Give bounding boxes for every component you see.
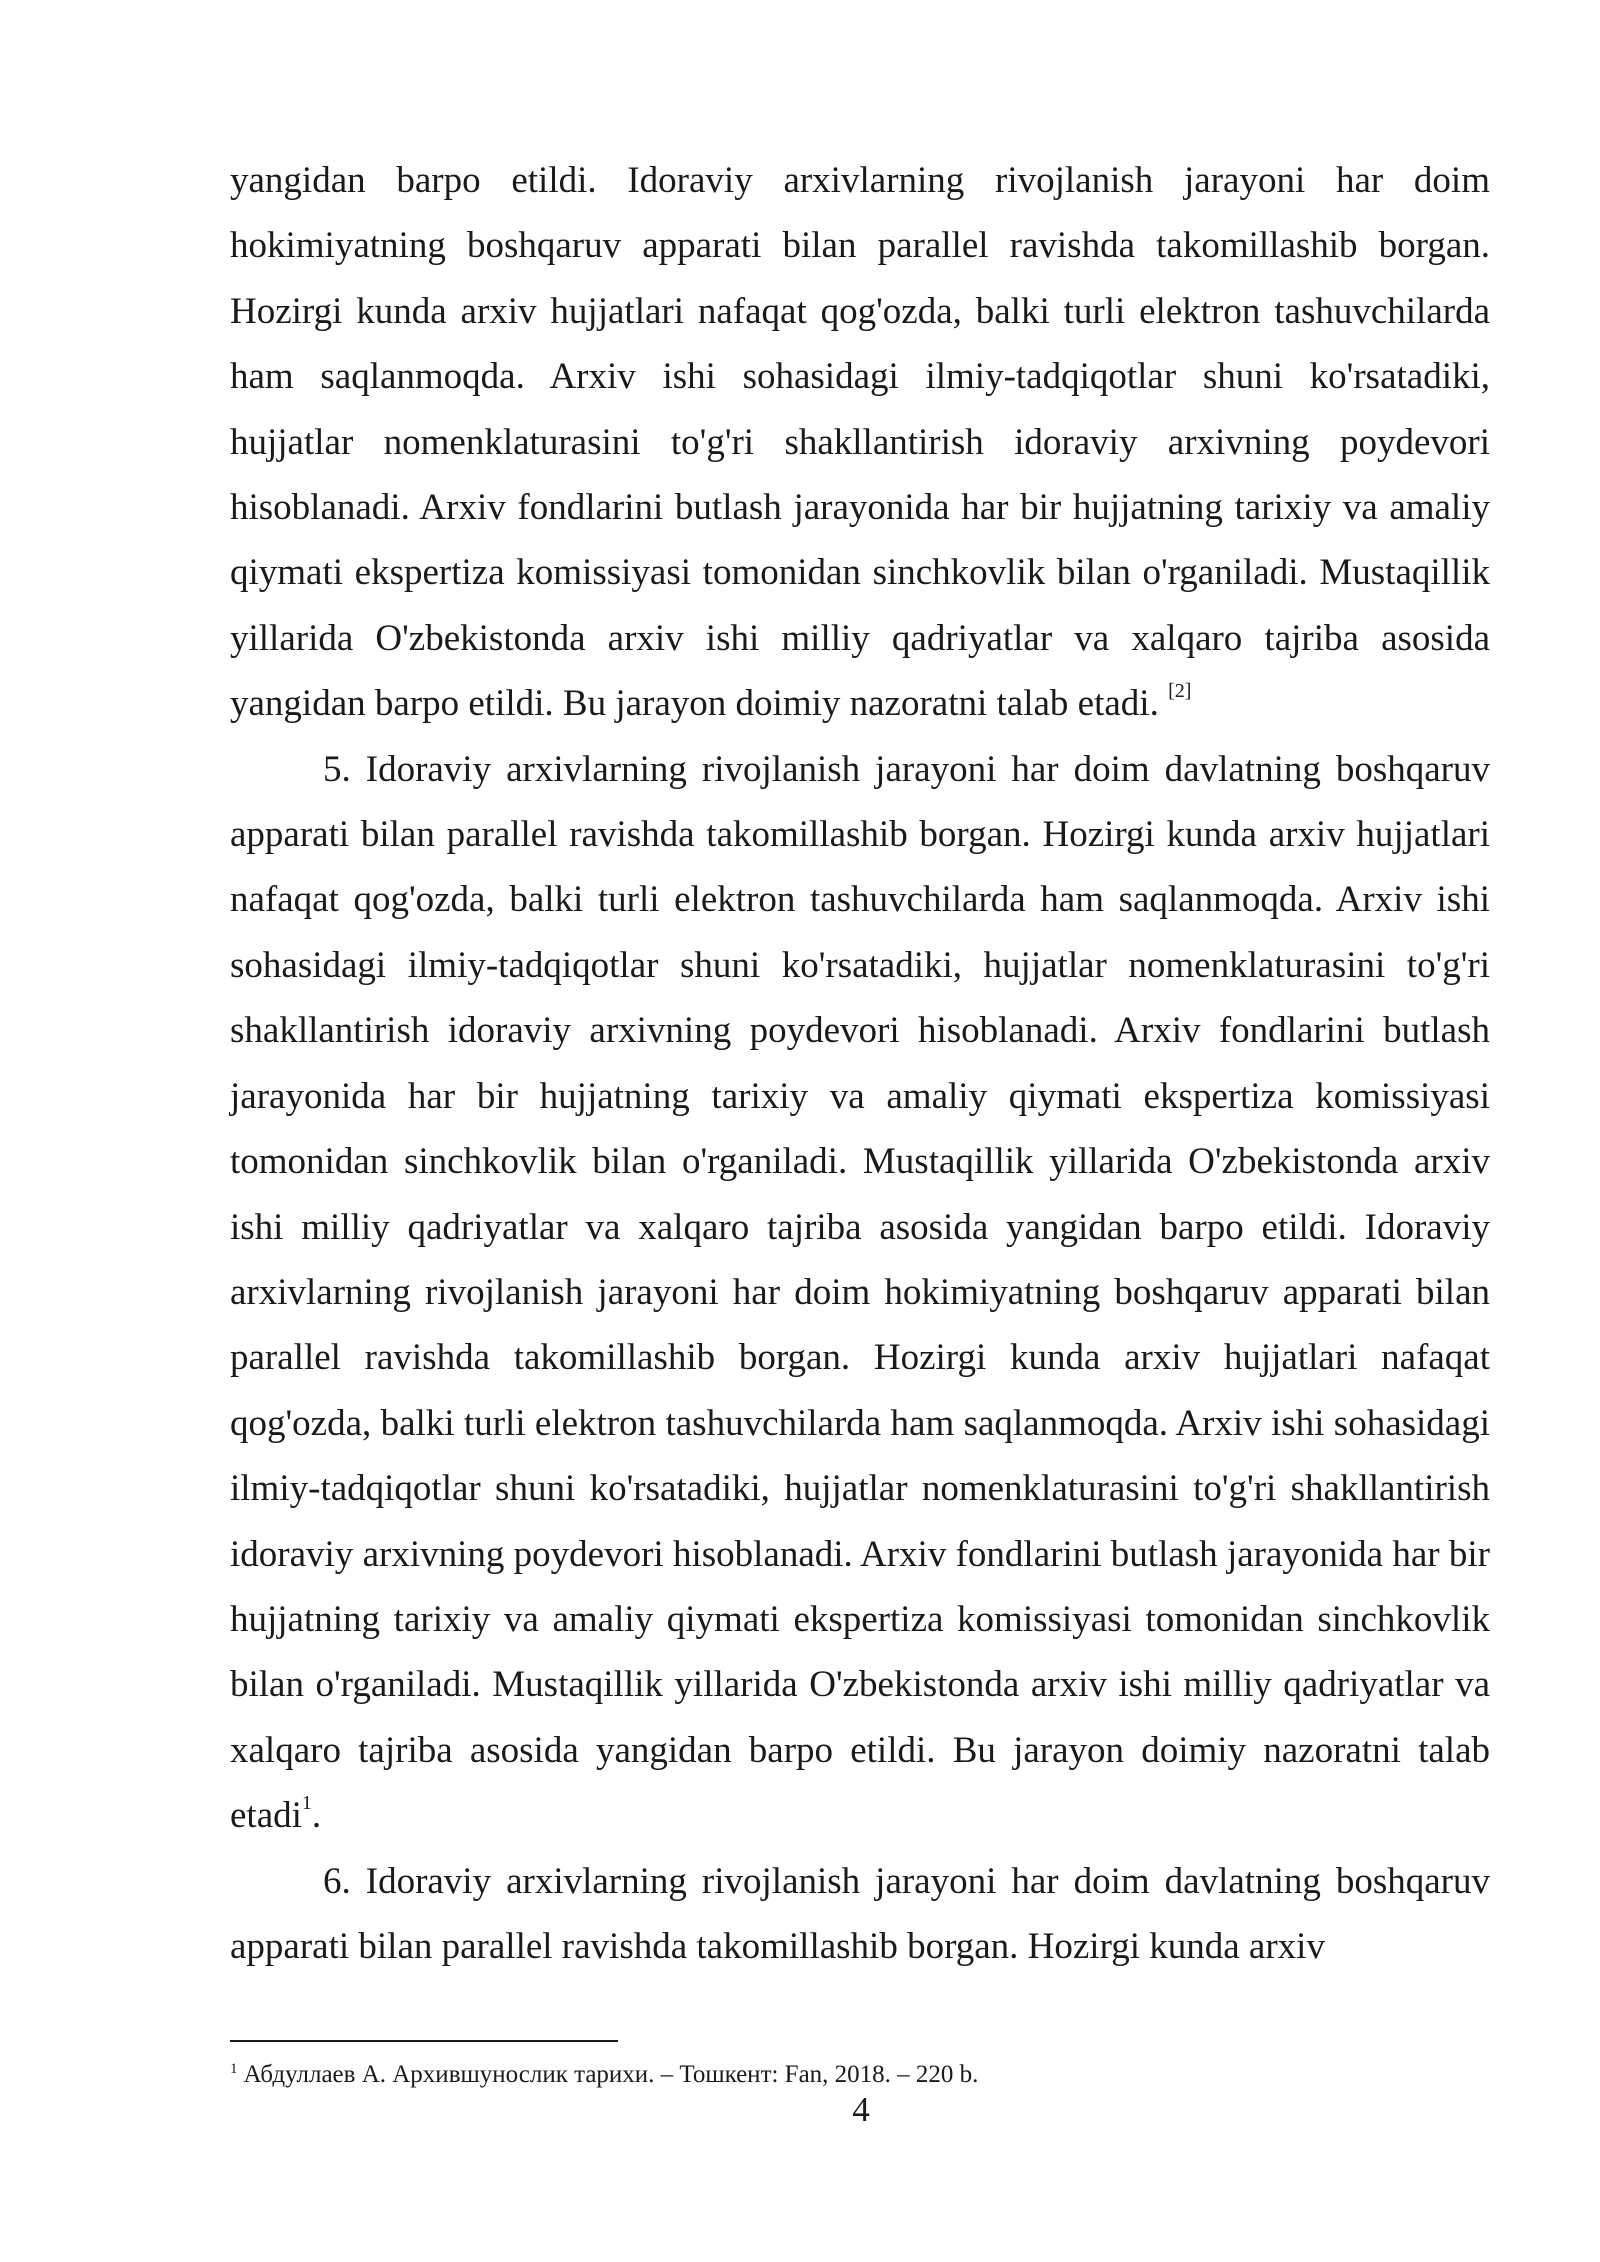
reference-marker: [2] bbox=[1168, 680, 1192, 703]
paragraph-5 bbox=[230, 737, 1490, 1849]
footnote-text: Абдуллаев А. Архившунослик тарихи. – Тошкент: Fan, 2018. – 220 b. bbox=[243, 2061, 979, 2088]
paragraph-tail: . bbox=[311, 1795, 322, 1837]
body-text bbox=[230, 148, 1490, 1979]
footnote bbox=[230, 2058, 1490, 2092]
paragraph-text: 5. Idoraviy arxivlarning rivojlanish jarayoni har doim davlatning boshqaruv apparati bilan parallel ravishda takomillashib borgan. Hozirgi kunda arxiv hujjatlari nafaqat qog'ozda, balki turli elektron tashuvchilarda ham saqlanmoqda. Arxiv ishi sohasidagi ilmiy-tadqiqotlar shuni ko'rsatadiki, hujjatlar nomenklaturasini to'g'ri shakllantirish idoraviy arxivning poydevori hisoblanadi. Arxiv fondlarini butlash jarayonida har bir hujjatning tarixiy va amaliy qiymati ekspertiza komissiyasi tomonidan sinchkovlik bilan o'rganiladi. Mustaqillik yillarida O'zbekistonda arxiv ishi milliy qadriyatlar va xalqaro tajriba asosida yangidan barpo etildi. Idoraviy arxivlarning rivojlanish jarayoni har doim hokimiyatning boshqaruv apparati bilan parallel ravishda takomillashib borgan. Hozirgi kunda arxiv hujjatlari nafaqat qog'ozda, balki turli elektron tashuvchilarda ham saqlanmoqda. Arxiv ishi sohasidagi ilmiy-tadqiqotlar shuni ko'rsatadiki, hujjatlar nomenklaturasini to'g'ri shakllantirish idoraviy arxivning poydevori hisoblanadi. Arxiv fondlarini butlash jarayonida har bir hujjatning tarixiy va amaliy qiymati ekspertiza komissiyasi tomonidan sinchkovlik bilan o'rganiladi. Mustaqillik yillarida O'zbekistonda arxiv ishi milliy qadriyatlar va xalqaro tajriba asosida yangidan barpo etildi. Bu jarayon doimiy nazoratni talab etadi bbox=[230, 748, 1490, 1837]
paragraph-6 bbox=[230, 1849, 1490, 1980]
footnote-marker: 1 bbox=[301, 1792, 312, 1815]
footnote-number: 1 bbox=[230, 2061, 238, 2077]
footnote-separator bbox=[230, 2040, 618, 2042]
paragraph-text: yangidan barpo etildi. Idoraviy arxivlarning rivojlanish jarayoni har doim hokimiyatning boshqaruv apparati bilan parallel ravishda takomillashib borgan. Hozirgi kunda arxiv hujjatlari nafaqat qog'ozda, balki turli elektron tashuvchilarda ham saqlanmoqda. Arxiv ishi sohasidagi ilmiy-tadqiqotlar shuni ko'rsatadiki, hujjatlar nomenklaturasini to'g'ri shakllantirish idoraviy arxivning poydevori hisoblanadi. Arxiv fondlarini butlash jarayonida har bir hujjatning tarixiy va amaliy qiymati ekspertiza komissiyasi tomonidan sinchkovlik bilan o'rganiladi. Mustaqillik yillarida O'zbekistonda arxiv ishi milliy qadriyatlar va xalqaro tajriba asosida yangidan barpo etildi. Bu jarayon doimiy nazoratni talab etadi. bbox=[230, 160, 1490, 725]
paragraph-text: 6. Idoraviy arxivlarning rivojlanish jarayoni har doim davlatning boshqaruv apparati bilan parallel ravishda takomillashib borgan. Hozirgi kunda arxiv bbox=[230, 1860, 1490, 1967]
paragraph-continuation bbox=[230, 148, 1490, 737]
page-number: 4 bbox=[852, 2090, 870, 2129]
